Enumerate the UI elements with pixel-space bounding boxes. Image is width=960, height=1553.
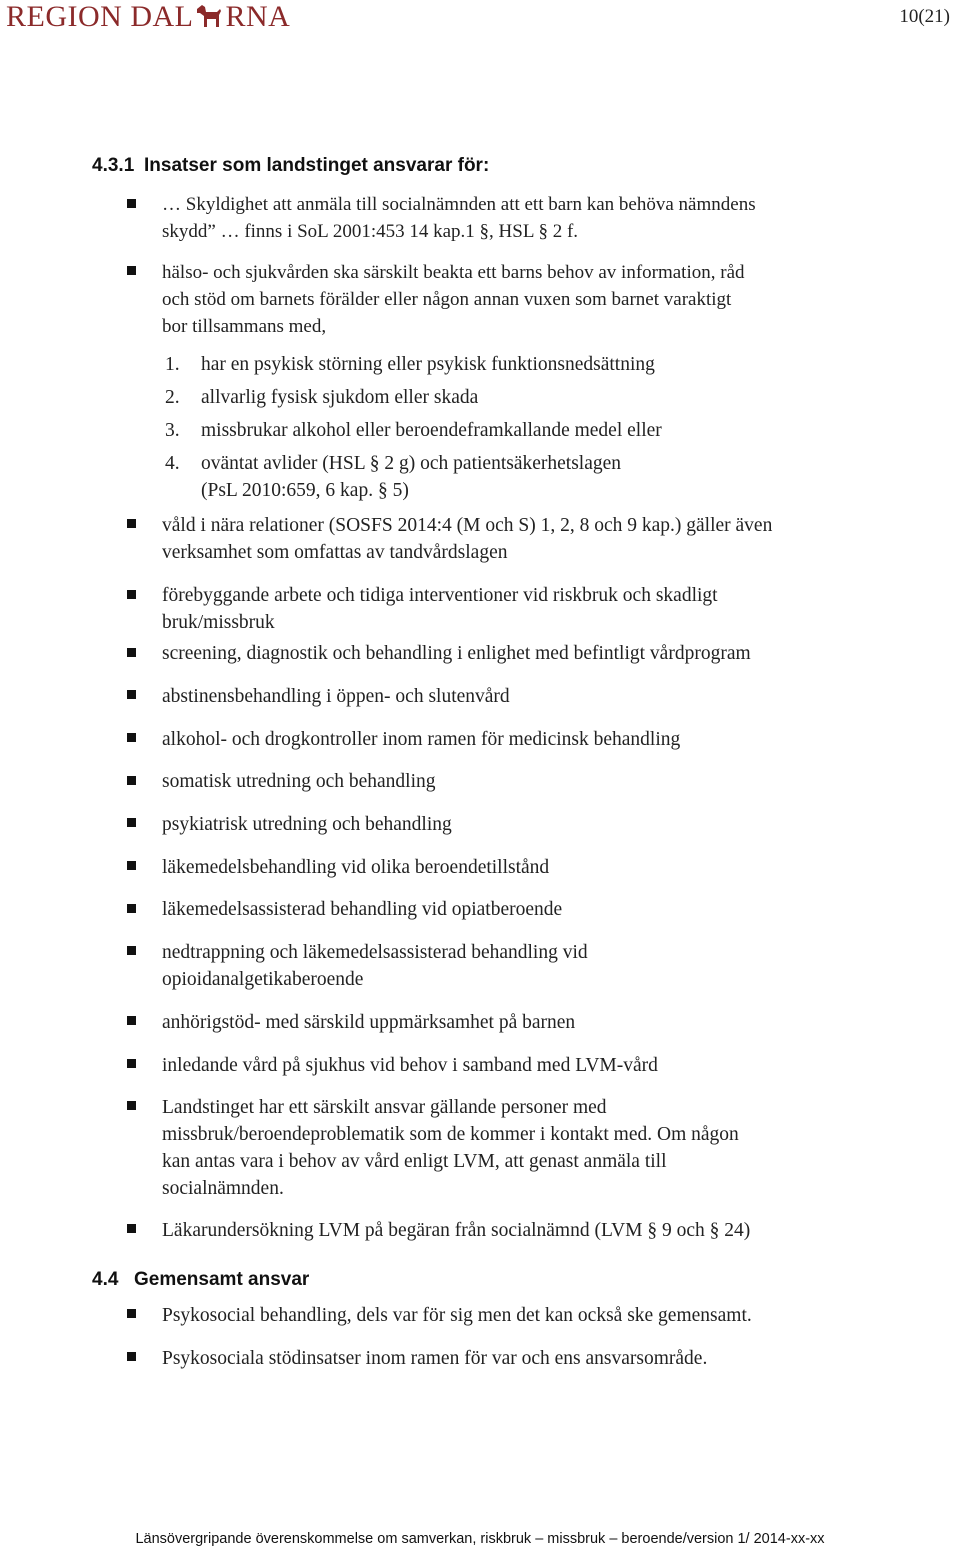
list-item-text: abstinensbehandling i öppen- och slutenvård xyxy=(162,686,510,707)
list-item-text: och stöd om barnets förälder eller någon annan vuxen som barnet varaktigt xyxy=(162,289,732,310)
ordered-list-item: 1. har en psykisk störning eller psykisk funktionsnedsättning xyxy=(165,354,655,375)
bullet-icon xyxy=(127,1059,136,1068)
page-footer: Länsövergripande överenskommelse om samverkan, riskbruk – missbruk – beroende/version 1/ 2014-xx-xx xyxy=(135,1531,825,1547)
list-item-text: våld i nära relationer (SOSFS 2014:4 (M och S) 1, 2, 8 och 9 kap.) gäller även xyxy=(162,515,773,536)
section-title: Insatser som landstinget ansvarar för: xyxy=(144,155,490,176)
bullet-icon xyxy=(127,1309,136,1318)
list-item-text: socialnämnden. xyxy=(162,1178,284,1199)
bullet-icon xyxy=(127,1101,136,1110)
region-dalarna-logo xyxy=(6,0,290,37)
list-item-text: missbruk/beroendeproblematik som de kommer i kontakt med. Om någon xyxy=(162,1124,739,1145)
bullet-icon xyxy=(127,1016,136,1025)
list-item-text: psykiatrisk utredning och behandling xyxy=(162,814,452,835)
list-item-text: inledande vård på sjukhus vid behov i samband med LVM-vård xyxy=(162,1055,658,1076)
section-number: 4.4 xyxy=(92,1269,119,1290)
list-item-text: opioidanalgetikaberoende xyxy=(162,969,364,990)
section-heading-4-4 xyxy=(92,1269,309,1291)
bullet-icon xyxy=(127,861,136,870)
bullet-icon xyxy=(127,519,136,528)
bullet-icon xyxy=(127,690,136,699)
bullet-icon xyxy=(127,199,136,208)
bullet-icon xyxy=(127,733,136,742)
list-item-text: skydd” … finns i SoL 2001:453 14 kap.1 §, HSL § 2 f. xyxy=(162,221,579,242)
bullet-icon xyxy=(127,818,136,827)
list-item-text: alkohol- och drogkontroller inom ramen för medicinsk behandling xyxy=(162,729,681,750)
section-heading-4-3-1 xyxy=(92,155,489,177)
section-number: 4.3.1 xyxy=(92,155,135,176)
ordered-list-item-continued: (PsL 2010:659, 6 kap. § 5) xyxy=(201,480,409,501)
ordered-list-item: 4. oväntat avlider (HSL § 2 g) och patientsäkerhetslagen xyxy=(165,453,622,474)
list-item-text: läkemedelsbehandling vid olika beroendetillstånd xyxy=(162,857,550,878)
bullet-icon xyxy=(127,946,136,955)
ordered-list-item: 3. missbrukar alkohol eller beroendeframkallande medel eller xyxy=(165,420,662,441)
dala-horse-icon xyxy=(194,3,224,37)
bullet-icon xyxy=(127,776,136,785)
list-item-text: kan antas vara i behov av vård enligt LVM, att genast anmäla till xyxy=(162,1151,667,1172)
list-item-text: somatisk utredning och behandling xyxy=(162,771,436,792)
bullet-icon xyxy=(127,904,136,913)
list-item-text: Läkarundersökning LVM på begäran från socialnämnd (LVM § 9 och § 24) xyxy=(162,1220,751,1241)
section-title: Gemensamt ansvar xyxy=(134,1269,310,1290)
ordered-list-item: 2. allvarlig fysisk sjukdom eller skada xyxy=(165,387,479,408)
bullet-icon xyxy=(127,1352,136,1361)
list-item-text: … Skyldighet att anmäla till socialnämnden att ett barn kan behöva nämndens xyxy=(162,194,756,215)
bullet-icon xyxy=(127,648,136,657)
list-item-text: screening, diagnostik och behandling i enlighet med befintligt vårdprogram xyxy=(162,643,751,664)
list-item-text: Psykosociala stödinsatser inom ramen för var och ens ansvarsområde. xyxy=(162,1348,708,1369)
list-item-text: Landstinget har ett särskilt ansvar gällande personer med xyxy=(162,1097,607,1118)
list-item-text: verksamhet som omfattas av tandvårdslagen xyxy=(162,542,508,563)
list-item-text: bruk/missbruk xyxy=(162,612,275,633)
logo-text-left: REGION DAL xyxy=(6,0,194,33)
list-item-text: bor tillsammans med, xyxy=(162,316,327,337)
bullet-icon xyxy=(127,266,136,275)
page-number: 10(21) xyxy=(899,6,950,27)
list-item-text: Psykosocial behandling, dels var för sig men det kan också ske gemensamt. xyxy=(162,1305,752,1326)
logo-text-right: RNA xyxy=(225,0,291,33)
bullet-icon xyxy=(127,590,136,599)
bullet-icon xyxy=(127,1224,136,1233)
list-item-text: läkemedelsassisterad behandling vid opiatberoende xyxy=(162,899,563,920)
list-item-text: förebyggande arbete och tidiga interventioner vid riskbruk och skadligt xyxy=(162,585,718,606)
list-item-text: anhörigstöd- med särskild uppmärksamhet på barnen xyxy=(162,1012,576,1033)
list-item-text: hälso- och sjukvården ska särskilt beakta ett barns behov av information, råd xyxy=(162,262,745,283)
list-item-text: nedtrappning och läkemedelsassisterad behandling vid xyxy=(162,942,588,963)
